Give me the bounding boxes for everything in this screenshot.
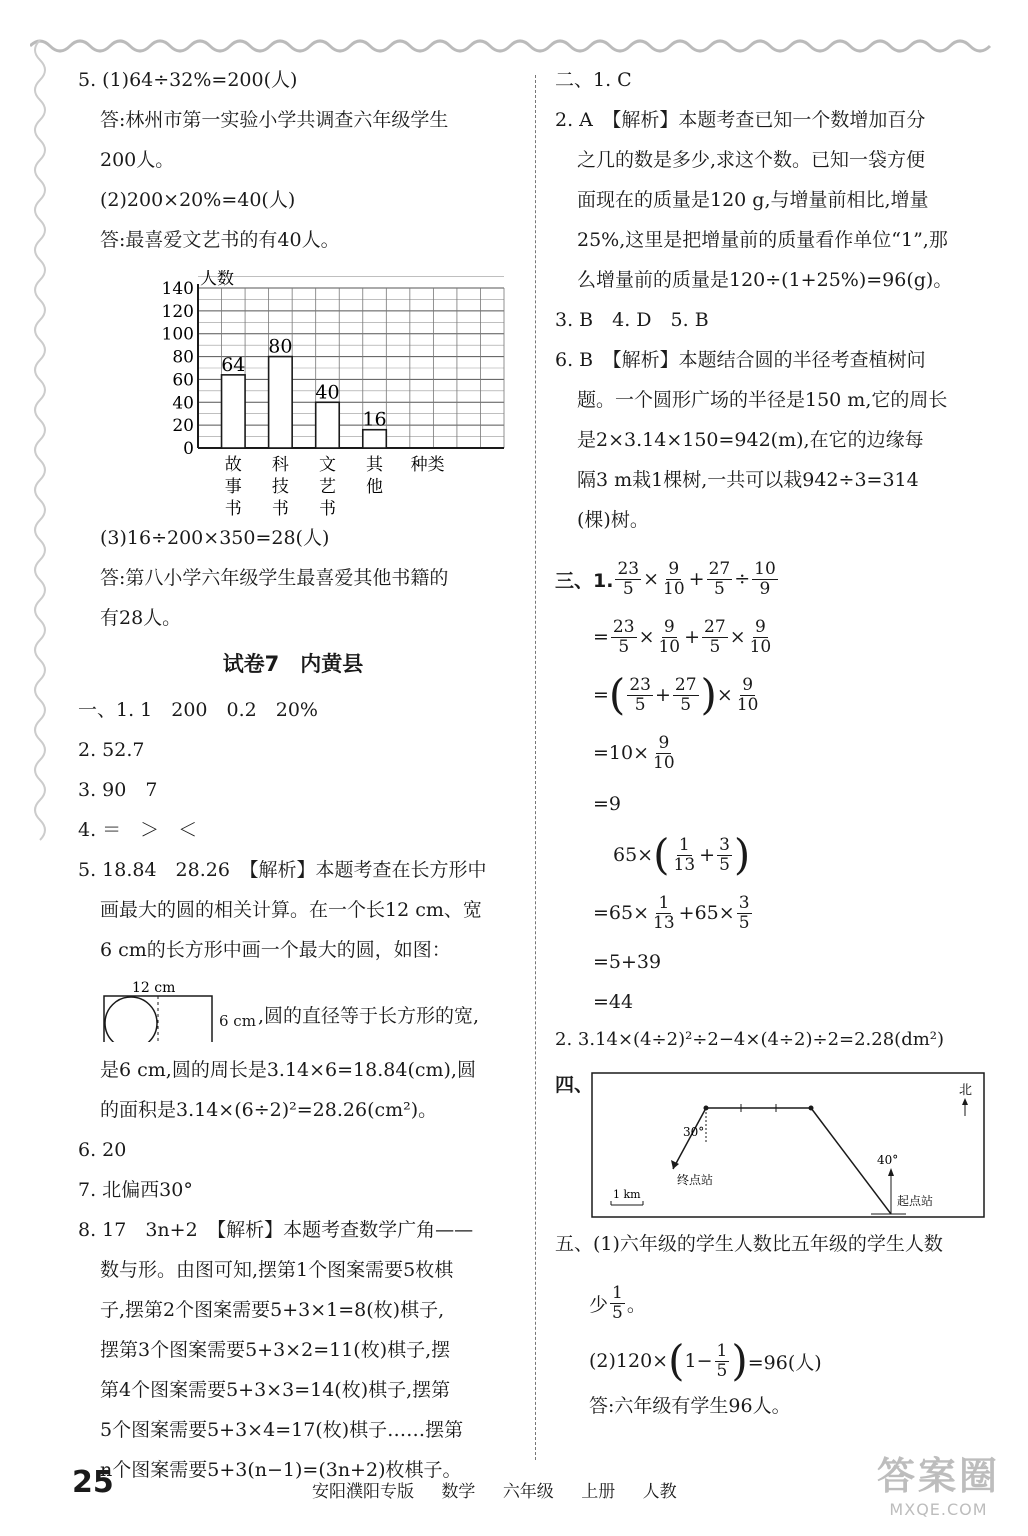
s1-q3: 3. 90 7 <box>78 779 158 801</box>
x-axis-title: 种类 <box>410 455 445 475</box>
math-line-5 <box>555 782 995 826</box>
frac-9-10: $\frac{9}{10}$ <box>736 674 759 715</box>
op: = <box>593 626 609 648</box>
bar-value-label: 64 <box>221 353 246 376</box>
math-text: 。 <box>626 1293 646 1316</box>
s4-label: 四、 <box>555 1074 594 1096</box>
frac-9-10: $\frac{9}{10}$ <box>749 616 772 657</box>
op: ÷ <box>734 568 751 590</box>
map-angle-1: 30° <box>683 1125 705 1139</box>
frac-27-5: $\frac{27}{5}$ <box>708 558 731 599</box>
s1-q5-d: ,圆的直径等于长方形的宽, <box>257 1005 480 1027</box>
q5-answer3-a: 答:第八小学六年级学生最喜爱其他书籍的 <box>100 567 449 589</box>
math-line-7 <box>555 884 995 942</box>
q5-answer1-b: 200人。 <box>100 149 175 171</box>
frac-1-5: $\frac{1}{5}$ <box>716 1340 728 1381</box>
bar-value-label: 80 <box>268 335 293 358</box>
s2-q3: 3. B 4. D 5. B <box>555 309 709 331</box>
math-text: 1− <box>684 1350 713 1372</box>
op: + <box>688 568 705 590</box>
frac-3-5: $\frac{3}{5}$ <box>719 834 730 875</box>
s5-q1-b-row <box>555 1274 995 1332</box>
s5-answer: 答:六年级有学生96人。 <box>589 1395 791 1417</box>
s1-q7: 7. 北偏西30° <box>78 1179 193 1201</box>
map-start-label: 起点站 <box>897 1194 934 1208</box>
s3-q2: 2. 3.14×(4÷2)²÷2−4×(4÷2)÷2=2.28(dm²) <box>555 1029 945 1050</box>
q5-part3: (3)16÷200×350=28(人) <box>100 527 330 549</box>
s2-q6-b: 题。一个圆形广场的半径是150 m,它的周长 <box>577 389 948 411</box>
bar <box>316 402 340 448</box>
decorative-wavy-border <box>30 28 1000 58</box>
rect-top-label: 12 cm <box>132 980 176 996</box>
paren: ) <box>700 670 717 719</box>
rect-circle-figure-row <box>78 980 508 1042</box>
q5-answer3-b: 有28人。 <box>100 607 182 629</box>
math-text: =9 <box>593 793 622 815</box>
s1-q8-c: 子,摆第2个图案需要5+3×1=8(枚)棋子, <box>100 1299 445 1321</box>
volume: 上册 <box>581 1482 616 1502</box>
right-column <box>555 70 995 1436</box>
frac-27-5: $\frac{27}{5}$ <box>704 616 726 657</box>
x-tick-label: 其他 <box>366 455 384 497</box>
s1-q5-b: 画最大的圆的相关计算。在一个长12 cm、宽 <box>100 899 482 921</box>
bar <box>363 430 387 448</box>
s2-q2-d: 25%,这里是把增量前的质量看作单位“1”,那 <box>577 229 948 251</box>
s2-q2-e: 么增量前的质量是120÷(1+25%)=96(g)。 <box>577 269 953 291</box>
edition: 安阳濮阳专版 <box>312 1482 414 1502</box>
s1-q5-a: 5. 18.84 28.26 【解析】本题考查在长方形中 <box>78 859 487 881</box>
math-line-6 <box>555 826 995 884</box>
s1-q5-f: 的面积是3.14×(6÷2)²=28.26(cm²)。 <box>100 1099 438 1121</box>
y-tick-label: 120 <box>161 301 194 322</box>
frac-1-5: $\frac{1}{5}$ <box>612 1282 623 1323</box>
x-tick-label: 科技书 <box>271 455 289 519</box>
publisher: 人教 <box>642 1482 677 1502</box>
math-line-9 <box>555 982 995 1022</box>
s1-q8-b: 数与形。由图可知,摆第1个图案需要5枚棋 <box>100 1259 454 1281</box>
q5-answer2: 答:最喜爱文艺书的有40人。 <box>100 229 340 251</box>
s2-q2-a: 2. A 【解析】本题考查已知一个数增加百分 <box>555 109 926 131</box>
math-text: =44 <box>593 991 634 1013</box>
frac-1-13: $\frac{1}{13}$ <box>653 892 675 933</box>
op: × <box>716 684 733 706</box>
y-axis-label: 人数 <box>200 270 234 289</box>
frac-9-10: $\frac{9}{10}$ <box>653 732 675 773</box>
math-text: =96(人) <box>747 1351 822 1374</box>
math-line-8 <box>555 942 995 982</box>
page-number: 25 <box>72 1465 114 1500</box>
math-text: =10× <box>593 742 650 764</box>
paren: ( <box>668 1336 685 1385</box>
test-title: 试卷7 内黄县 <box>222 652 364 676</box>
bar <box>222 375 246 448</box>
s2-q2-c: 面现在的质量是120 g,与增量前相比,增量 <box>577 189 929 211</box>
frac-10-9: $\frac{10}{9}$ <box>754 558 776 599</box>
s5-q1-a: 五、(1)六年级的学生人数比五年级的学生人数 <box>555 1233 943 1255</box>
op: = <box>593 684 609 706</box>
s2-q6-c: 是2×3.14×150=942(m),在它的边缘每 <box>577 429 924 451</box>
op: + <box>654 684 671 706</box>
y-tick-label: 0 <box>183 439 194 459</box>
s1-q4: 4. ＝ ＞ ＜ <box>78 819 198 841</box>
frac-23-5: $\frac{23}{5}$ <box>617 558 640 599</box>
series-info <box>312 1477 699 1502</box>
q5-part1: 5. (1)64÷32%=200(人) <box>78 69 298 91</box>
footer <box>0 1454 1028 1519</box>
y-tick-label: 60 <box>172 370 194 391</box>
x-tick-label: 故事书 <box>224 455 242 519</box>
frac-1-13: $\frac{1}{13}$ <box>673 834 696 875</box>
s2-q6-e: (棵)树。 <box>577 509 649 531</box>
column-divider <box>535 75 536 1460</box>
rect-circle-figure <box>102 980 217 1042</box>
math-text: =65× <box>593 902 650 924</box>
paren: ) <box>733 830 751 879</box>
s5-q2-row <box>555 1332 995 1390</box>
math-line-4 <box>555 724 995 782</box>
y-tick-label: 20 <box>172 416 194 437</box>
s1-q1: 一、1. 1 200 0.2 20% <box>78 699 318 721</box>
s1-q2: 2. 52.7 <box>78 739 145 761</box>
watermark-small: MXQE.COM <box>889 1500 988 1519</box>
math-line-3 <box>555 666 995 724</box>
grade: 六年级 <box>502 1482 554 1502</box>
math-text: +65× <box>678 902 735 924</box>
frac-3-5: $\frac{3}{5}$ <box>738 892 750 933</box>
q5-answer1-a: 答:林州市第一实验小学共调查六年级学生 <box>100 109 449 131</box>
x-tick-label: 文艺书 <box>318 455 336 519</box>
watermark-big: 答案圈 <box>876 1454 1000 1498</box>
bar <box>269 357 293 448</box>
s1-q8-g: n个图案需要5+3(n−1)=(3n+2)枚棋子。 <box>100 1459 462 1481</box>
math-text: =5+39 <box>593 951 662 973</box>
map-scale-label: 1 km <box>613 1188 641 1201</box>
decorative-side-border <box>30 40 50 1480</box>
s1-q8-e: 第4个图案需要5+3×3=14(枚)棋子,摆第 <box>100 1379 451 1401</box>
map-angle-2: 40° <box>877 1153 899 1167</box>
s1-q5-e: 是6 cm,圆的周长是3.14×6=18.84(cm),圆 <box>100 1059 476 1081</box>
q5-part2: (2)200×20%=40(人) <box>100 189 296 211</box>
frac-9-10: $\frac{9}{10}$ <box>658 616 681 657</box>
math-line-1 <box>555 550 995 608</box>
math-line-2 <box>555 608 995 666</box>
s2-q2-b: 之几的数是多少,求这个数。已知一袋方便 <box>577 149 926 171</box>
map-section <box>555 1070 995 1220</box>
y-tick-label: 40 <box>172 393 194 414</box>
bar-value-label: 16 <box>362 408 387 431</box>
paren: ) <box>731 1336 748 1385</box>
bar-chart <box>158 270 518 520</box>
math-text: 少 <box>589 1293 609 1316</box>
op: + <box>699 844 716 866</box>
s1-q8-f: 5个图案需要5+3×4=17(枚)棋子……摆第 <box>100 1419 464 1441</box>
math-text: 65× <box>613 844 654 866</box>
frac-27-5: $\frac{27}{5}$ <box>674 674 697 715</box>
subject: 数学 <box>441 1482 476 1502</box>
y-tick-label: 100 <box>161 324 194 345</box>
left-column <box>78 70 508 1500</box>
paren: ( <box>653 830 670 879</box>
math-text: (2)120× <box>589 1350 669 1372</box>
op: × <box>729 626 746 648</box>
s2-q1: 二、1. C <box>555 69 632 91</box>
y-tick-label: 80 <box>172 347 194 368</box>
s2-q6-d: 隔3 m栽1棵树,一共可以栽942÷3=314 <box>577 469 919 491</box>
rect-side-label: 6 cm <box>219 1012 256 1030</box>
map-end-label: 终点站 <box>677 1173 714 1187</box>
s3-label: 三、1. <box>555 569 614 592</box>
watermark <box>877 1445 1000 1519</box>
frac-9-10: $\frac{9}{10}$ <box>663 558 685 599</box>
op: × <box>638 626 655 648</box>
paren: ( <box>608 670 626 719</box>
s2-q6-a: 6. B 【解析】本题结合圆的半径考查植树问 <box>555 349 926 371</box>
s1-q5-c: 6 cm的长方形中画一个最大的圆，如图： <box>100 939 451 961</box>
y-tick-label: 140 <box>161 279 194 299</box>
op: + <box>684 626 701 648</box>
op: × <box>643 568 660 590</box>
route-map <box>591 1072 985 1218</box>
s1-q8-a: 8. 17 3n+2 【解析】本题考查数学广角—— <box>78 1219 474 1241</box>
frac-23-5: $\frac{23}{5}$ <box>612 616 635 657</box>
s1-q8-d: 摆第3个图案需要5+3×2=11(枚)棋子,摆 <box>100 1339 451 1361</box>
s1-q6: 6. 20 <box>78 1139 127 1161</box>
map-north-label: 北 <box>959 1083 973 1098</box>
bar-value-label: 40 <box>315 381 340 404</box>
frac-23-5: $\frac{23}{5}$ <box>629 674 651 715</box>
